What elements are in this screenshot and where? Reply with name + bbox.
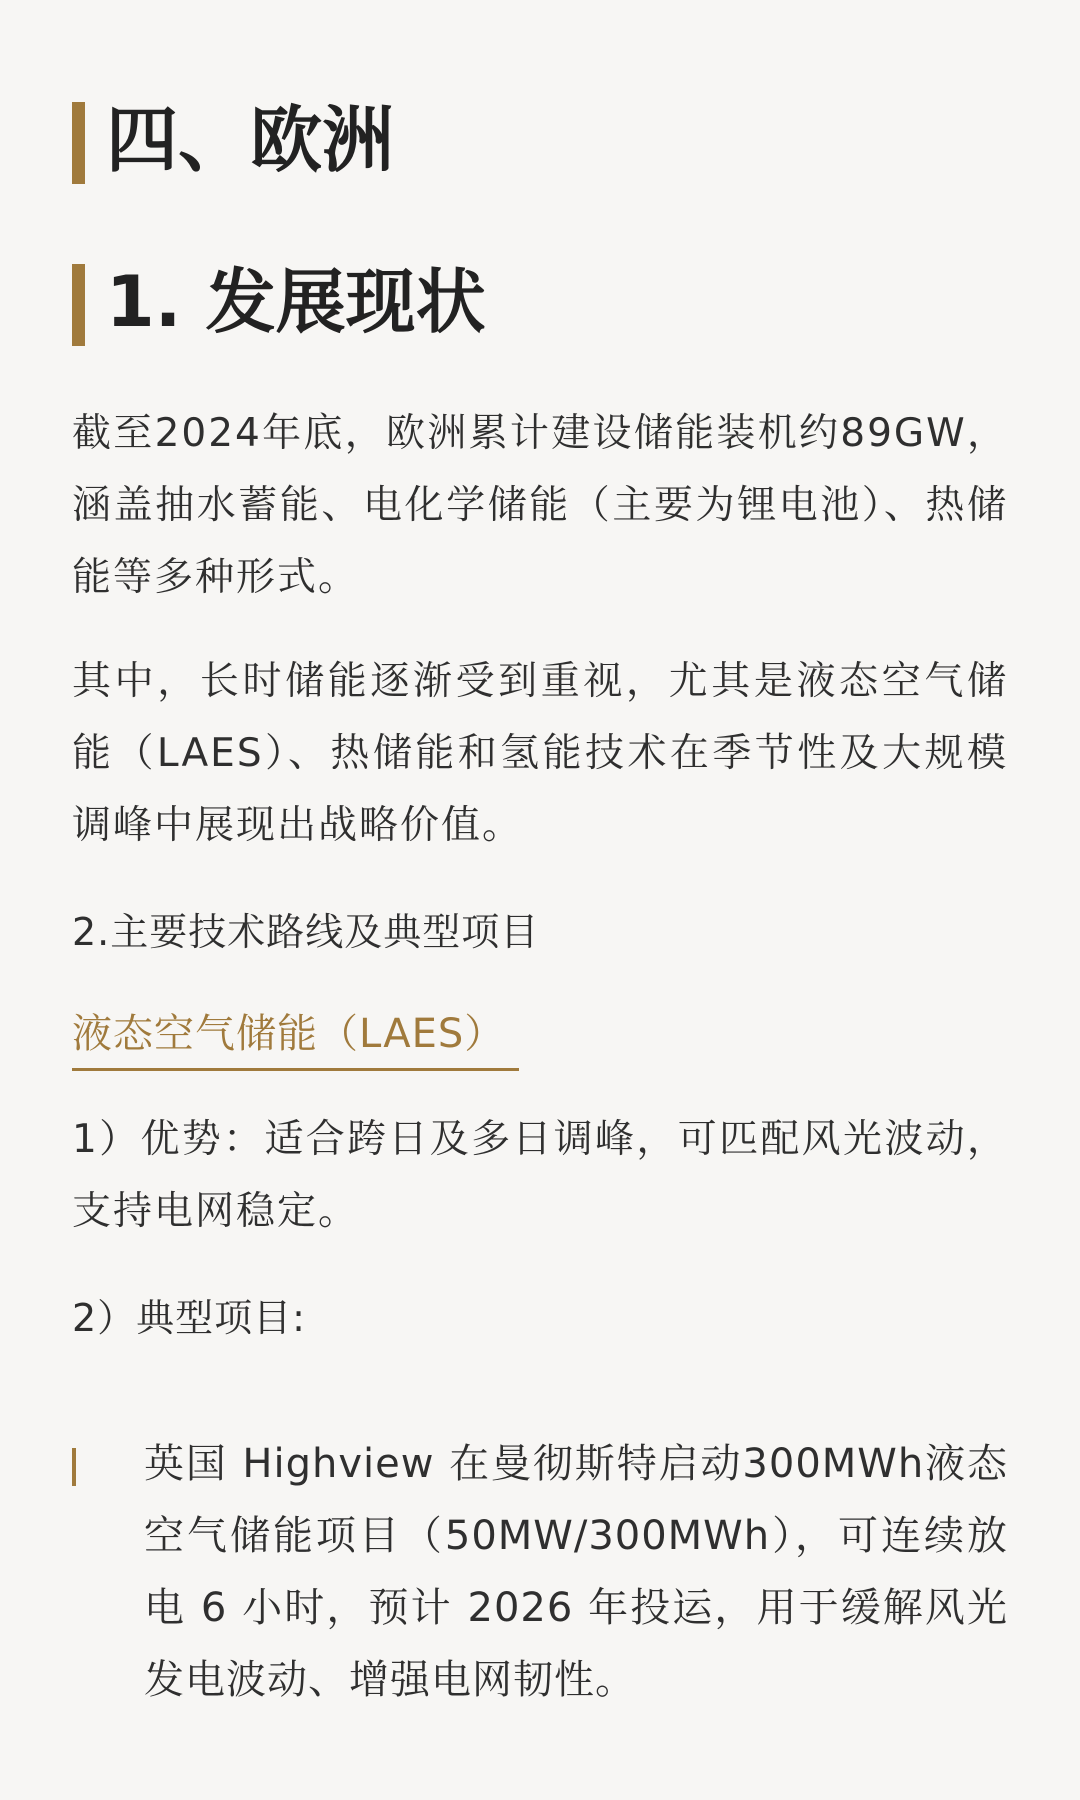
paragraph-long-duration: 其中，长时储能逐渐受到重视，尤其是液态空气储能（LAES）、热储能和氢能技术在季节性及大规模调峰中展现出战略价值。	[72, 659, 1008, 848]
section-heading	[72, 98, 394, 182]
laes-subtitle: 液态空气储能（LAES）	[72, 1000, 519, 1071]
quote-accent-bar	[72, 1448, 76, 1486]
section-title: 四、欧洲	[106, 98, 395, 182]
heading-accent-bar	[72, 264, 85, 346]
paragraph-capacity: 截至2024年底，欧洲累计建设储能装机约89GW，涵盖抽水蓄能、电化学储能（主要为锂电池）、热储能等多种形式。	[72, 411, 1008, 600]
laes-projects-label: 2）典型项目:	[72, 1296, 306, 1340]
heading-accent-bar	[72, 102, 85, 184]
subsection-title: 1. 发展现状	[106, 261, 486, 343]
subsection-heading	[72, 260, 486, 344]
laes-advantage: 1）优势：适合跨日及多日调峰，可匹配风光波动，支持电网稳定。	[72, 1117, 1008, 1234]
project-quote	[72, 1428, 1008, 1716]
project-quote-text: 英国 Highview 在曼彻斯特启动300MWh液态空气储能项目（50MW/300MWh），可连续放电 6 小时，预计 2026 年投运，用于缓解风光发电波动、增强电网韧性。	[144, 1441, 1008, 1703]
paragraph-tech-routes: 2.主要技术路线及典型项目	[72, 910, 540, 954]
